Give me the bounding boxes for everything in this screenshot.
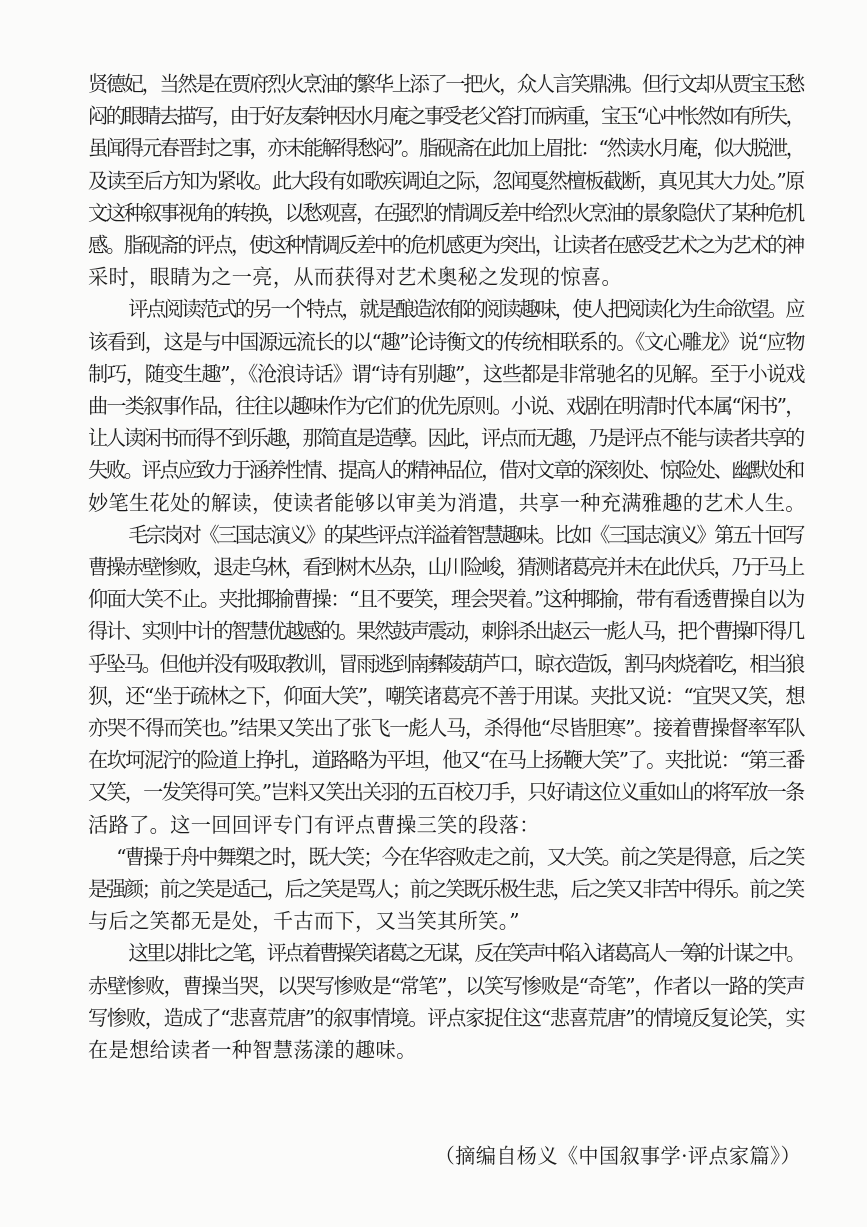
paragraph xyxy=(88,68,806,293)
paragraph xyxy=(88,519,806,841)
text-line: 与后之笑都无是处，千古而下，又当笑其所笑。” xyxy=(88,909,520,934)
paragraph xyxy=(88,293,806,518)
article-body xyxy=(88,68,806,1066)
text-line: 虽闻得元春晋封之事，亦未能解得愁闷”。脂砚斋在此加上眉批：“然读水月庵，似大脱泄， xyxy=(88,136,804,161)
text-line: 乎坠马。但他并没有吸取教训，冒雨逃到南彝陵葫芦口，晾衣造饭，割马肉烧着吃，相当狼 xyxy=(88,651,803,676)
text-line: 在坎坷泥泞的险道上挣扎，道路略为平坦，他又“在马上扬鞭大笑”了。夹批说：“第三番 xyxy=(88,748,805,773)
text-line: 文这种叙事视角的转换，以愁观喜，在强烈的情调反差中给烈火烹油的景象隐伏了某种危机 xyxy=(88,200,803,225)
text-line: 在是想给读者一种智慧荡漾的趣味。 xyxy=(88,1038,417,1063)
text-line: 是强颜；前之笑是适己，后之笑是骂人；前之笑既乐极生悲，后之笑又非苦中得乐。前之笑 xyxy=(88,877,803,902)
text-line: 毛宗岗对《三国志演义》的某些评点洋溢着智慧趣味。比如《三国志演义》第五十回写 xyxy=(128,522,804,547)
text-line: 感。脂砚斋的评点，使这种情调反差中的危机感更为突出，让读者在感受艺术之为艺术的神 xyxy=(88,233,803,258)
text-line: 仰面大笑不止。夹批揶揄曹操：“且不要笑，理会哭着。”这种揶揄，带有看透曹操自以为 xyxy=(88,587,804,612)
paragraph xyxy=(88,937,806,1066)
text-line: 让人读闲书而得不到乐趣，那简直是造孽。因此，评点而无趣，乃是评点不能与读者共享的 xyxy=(88,426,803,451)
text-line: 活路了。这一回回评专门有评点曹操三笑的段落： xyxy=(88,812,540,837)
text-line: 又笑，一发笑得可笑。”岂料又笑出关羽的五百校刀手，只好请这位义重如山的将军放一条 xyxy=(88,780,804,805)
text-line: 得计、实则中计的智慧优越感的。果然鼓声震动，刺斜杀出赵云一彪人马，把个曹操吓得几 xyxy=(88,619,803,644)
text-line: 评点阅读范式的另一个特点，就是酿造浓郁的阅读趣味，使人把阅读化为生命欲望。应 xyxy=(128,297,804,322)
text-line: 制巧，随变生趣”，《沧浪诗话》谓“诗有别趣”，这些都是非常驰名的见解。至于小说戏 xyxy=(88,361,805,386)
text-line: 亦哭不得而笑也。”结果又笑出了张飞一彪人马，杀得他“尽皆胆寒”。接着曹操督率军队 xyxy=(88,716,805,741)
text-line: 曲一类叙事作品，往往以趣味作为它们的优先原则。小说、戏剧在明清时代本属“闲书”， xyxy=(88,394,804,419)
text-line: 写惨败，造成了“悲喜荒唐”的叙事情境。评点家捉住这“悲喜荒唐”的情境反复论笑，实 xyxy=(88,1005,805,1030)
text-line: 该看到，这是与中国源远流长的以“趣”论诗衡文的传统相联系的。《文心雕龙》说“应物 xyxy=(88,329,805,354)
text-line: 曹操赤壁惨败，退走乌林，看到树木丛杂，山川险峻，猜测诸葛亮并未在此伏兵，乃于马上 xyxy=(88,555,803,580)
text-line: 贤德妃，当然是在贾府烈火烹油的繁华上添了一把火，众人言笑鼎沸。但行文却从贾宝玉愁 xyxy=(88,72,803,96)
quoted-passage xyxy=(88,841,806,938)
text-line: 及读至后方知为紧收。此大段有如歌疾调迫之际，忽闻戛然檀板截断，真见其大力处。”原 xyxy=(88,168,804,193)
text-line: 赤壁惨败，曹操当哭，以哭写惨败是“常笔”，以笑写惨败是“奇笔”，作者以一路的笑声 xyxy=(88,973,805,998)
text-line: 这里以排比之笔，评点着曹操笑诸葛之无谋，反在笑声中陷入诸葛高人一筹的计谋之中。 xyxy=(128,941,804,966)
text-line: “曹操于舟中舞槊之时，既大笑；今在华容败走之前，又大笑。前之笑是得意，后之笑 xyxy=(116,844,804,869)
text-line: 妙笔生花处的解读，使读者能够以审美为消遣，共享一种充满雅趣的艺术人生。 xyxy=(88,490,806,515)
text-line: 采时，眼睛为之一亮，从而获得对艺术奥秘之发现的惊喜。 xyxy=(88,265,622,290)
text-line: 失败。评点应致力于涵养性情、提高人的精神品位，借对文章的深刻处、惊险处、幽默处和 xyxy=(88,458,803,483)
text-line: 闷的眼睛去描写，由于好友秦钟因水月庵之事受老父笞打而病重，宝玉“心中怅然如有所失， xyxy=(88,104,804,129)
article-source: （摘编自杨义《中国叙事学·评点家篇》） xyxy=(434,1144,801,1168)
text-line: 狈，还“坐于疏林之下，仰面大笑”，嘲笑诸葛亮不善于用谋。夹批又说：“宜哭又笑，想 xyxy=(88,683,805,708)
